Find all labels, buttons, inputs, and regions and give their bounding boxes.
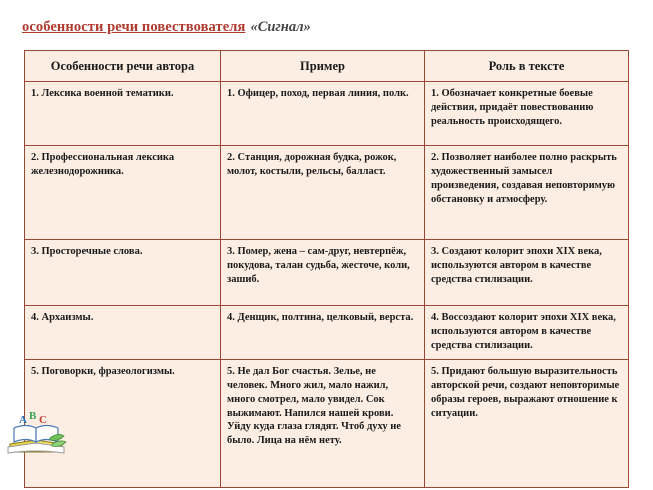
cell-role: 1. Обозначает конкретные боевые действия, придаёт повествованию реальность происходящего. <box>425 82 629 146</box>
cell-example: 2. Станция, дорожная будка, рожок, молот, костыли, рельсы, балласт. <box>221 146 425 240</box>
cell-example: 1. Офицер, поход, первая линия, полк. <box>221 82 425 146</box>
table-body <box>25 82 629 488</box>
cell-feature: 3. Просторечные слова. <box>25 240 221 306</box>
abc-books-icon <box>6 406 68 456</box>
features-table <box>24 50 629 488</box>
cell-feature: 1. Лексика военной тематики. <box>25 82 221 146</box>
column-header-role: Роль в тексте <box>425 51 629 82</box>
cell-role: 3. Создают колорит эпохи XIX века, используются автором в качестве средства стилизации. <box>425 240 629 306</box>
cell-role: 2. Позволяет наиболее полно раскрыть художественный замысел произведения, создавая неповторимую обстановку и атмосферу. <box>425 146 629 240</box>
cell-feature: 5. Поговорки, фразеологизмы. <box>25 360 221 488</box>
svg-text:B: B <box>29 410 37 422</box>
cell-role: 5. Придают большую выразительность авторской речи, создают неповторимые образы героев, выражают отношение к ситуации. <box>425 360 629 488</box>
column-header-example: Пример <box>221 51 425 82</box>
table-row <box>25 146 629 240</box>
cell-example: 5. Не дал Бог счастья. Зелье, не человек. Много жил, мало нажил, много смотрел, мало увидел. Сок выжимают. Напился нашей крови. Уйду куда глаза глядят. Чтоб духу не было. Лица на нём нету. <box>221 360 425 488</box>
title-subtitle-text: «Сигнал» <box>250 19 311 35</box>
table-row <box>25 360 629 488</box>
cell-example: 4. Денщик, полтина, целковый, верста. <box>221 306 425 360</box>
page-title <box>22 18 632 42</box>
cell-role: 4. Воссоздают колорит эпохи XIX века, используются автором в качестве средства стилизации. <box>425 306 629 360</box>
title-main-text: особенности речи повествователя <box>22 19 246 35</box>
svg-text:A: A <box>19 414 27 426</box>
table-header-row <box>25 51 629 82</box>
cell-feature: 4. Архаизмы. <box>25 306 221 360</box>
svg-text:C: C <box>39 414 47 426</box>
cell-example: 3. Помер, жена – сам-друг, невтерпёж, покудова, талан судьба, жесточе, коли, зашиб. <box>221 240 425 306</box>
table-header <box>25 51 629 82</box>
column-header-feature: Особенности речи автора <box>25 51 221 82</box>
table-row <box>25 82 629 146</box>
cell-feature: 2. Профессиональная лексика железнодорожника. <box>25 146 221 240</box>
table-row <box>25 306 629 360</box>
table-row <box>25 240 629 306</box>
